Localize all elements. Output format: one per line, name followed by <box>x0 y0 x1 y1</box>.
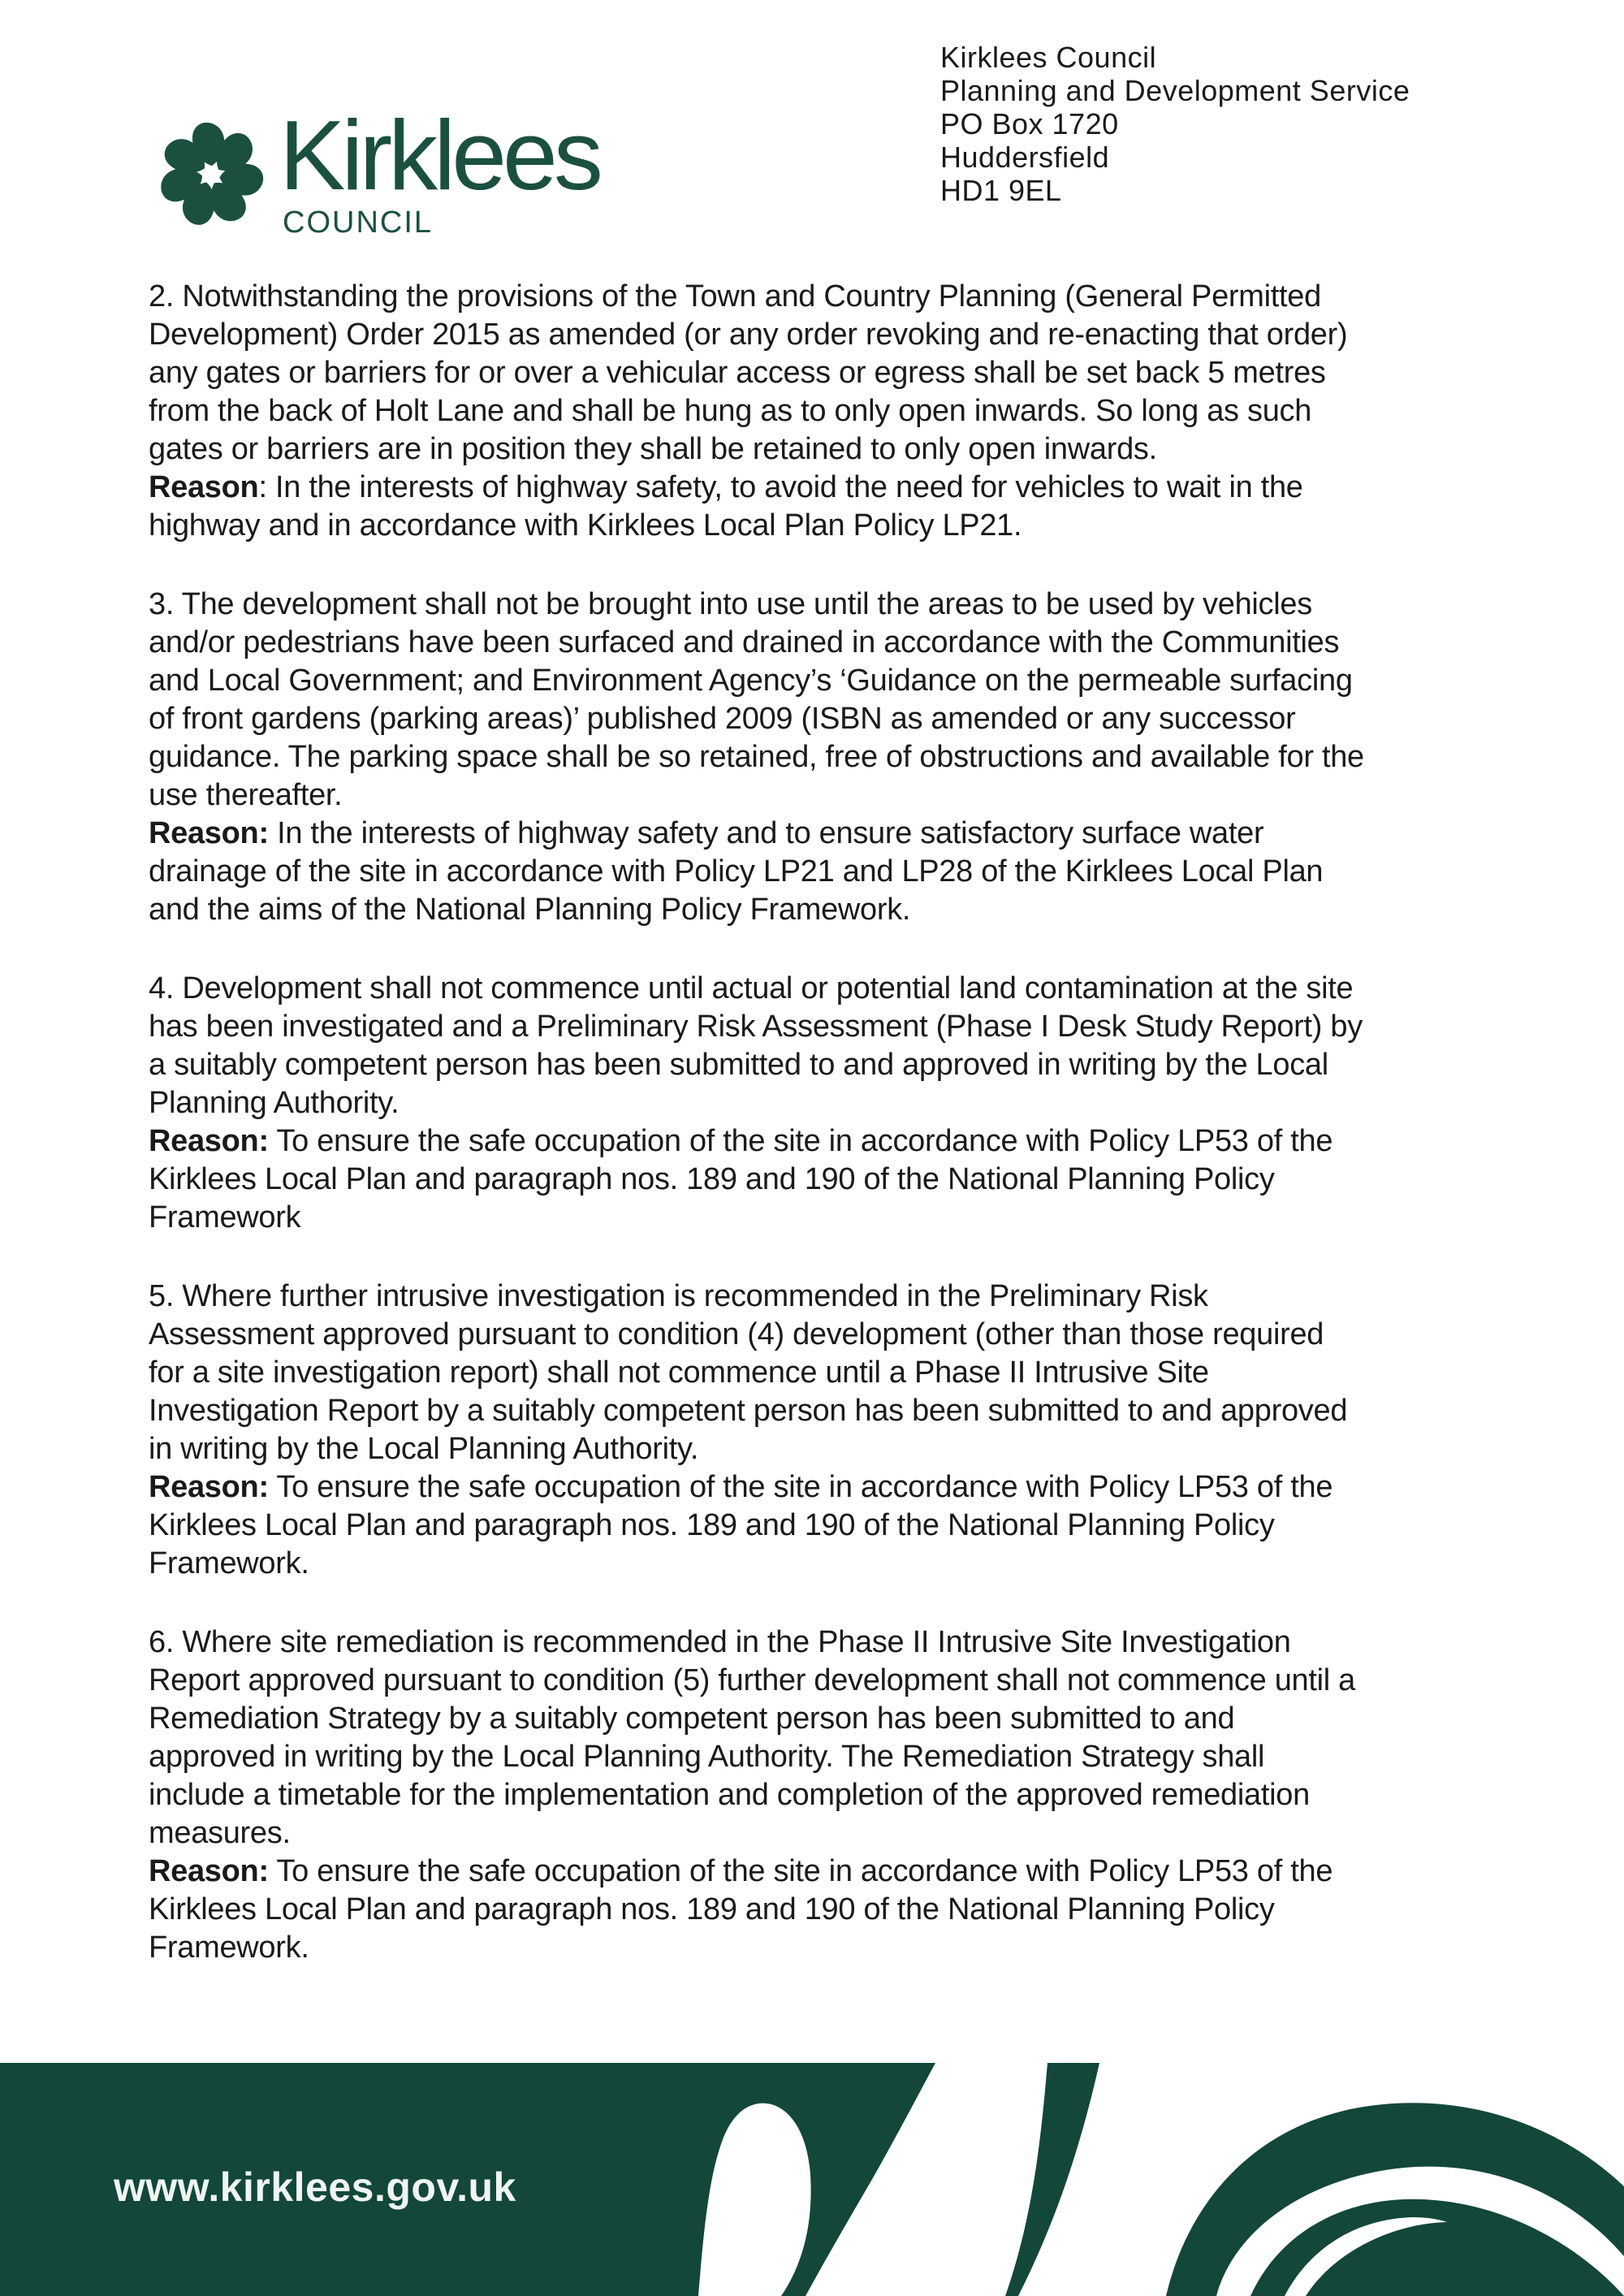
reason-line: Framework <box>149 1200 301 1234</box>
address-line: Huddersfield <box>940 141 1110 174</box>
condition-line: for a site investigation report) shall not commence until a Phase II Intrusive Site <box>149 1356 1209 1390</box>
reason-line: highway and in accordance with Kirklees Local Plan Policy LP21. <box>149 508 1022 543</box>
condition-paragraph <box>149 1624 1513 1967</box>
reason-line: Framework. <box>149 1931 309 1965</box>
reason-label: Reason: <box>149 816 269 850</box>
sender-address <box>940 41 1410 207</box>
condition-line: and Local Government; and Environment Agency’s ‘Guidance on the permeable surfacing <box>149 664 1353 698</box>
condition-line: approved in writing by the Local Planning Authority. The Remediation Strategy shall <box>149 1740 1265 1774</box>
condition-line: of front gardens (parking areas)’ published 2009 (ISBN as amended or any successor <box>149 702 1296 736</box>
condition-line: Investigation Report by a suitably competent person has been submitted to and approved <box>149 1394 1348 1428</box>
kirklees-swirl-icon <box>157 120 266 229</box>
reason-line: Framework. <box>149 1546 309 1580</box>
reason-text: To ensure the safe occupation of the site in accordance with Policy LP53 of the <box>268 1124 1333 1158</box>
reason-line: Kirklees Local Plan and paragraph nos. 189 and 190 of the National Planning Policy <box>149 1162 1275 1196</box>
logo-council-label: COUNCIL <box>283 205 434 240</box>
website-url: www.kirklees.gov.uk <box>114 2164 516 2210</box>
reason-text: In the interests of highway safety and to ensure satisfactory surface water <box>268 816 1264 850</box>
condition-line: has been investigated and a Preliminary Risk Assessment (Phase I Desk Study Report) by <box>149 1010 1363 1044</box>
condition-line: measures. <box>149 1816 291 1850</box>
condition-line: include a timetable for the implementation and completion of the approved remediation <box>149 1778 1310 1812</box>
reason-line <box>149 1122 1513 1161</box>
address-line: Kirklees Council <box>940 41 1157 74</box>
condition-paragraph <box>149 586 1513 929</box>
reason-label: Reason <box>149 470 259 504</box>
condition-line: any gates or barriers for or over a vehicular access or egress shall be set back 5 metres <box>149 356 1326 390</box>
condition-line: and/or pedestrians have been surfaced and drained in accordance with the Communities <box>149 625 1340 659</box>
condition-line: Report approved pursuant to condition (5) further development shall not commence until a <box>149 1663 1356 1697</box>
reason-text: To ensure the safe occupation of the site in accordance with Policy LP53 of the <box>268 1470 1333 1504</box>
reason-label: Reason: <box>149 1124 269 1158</box>
condition-line: 3. The development shall not be brought into use until the areas to be used by vehicles <box>149 587 1312 621</box>
reason-text: : In the interests of highway safety, to avoid the need for vehicles to wait in the <box>258 470 1303 504</box>
condition-line: from the back of Holt Lane and shall be hung as to only open inwards. So long as such <box>149 394 1312 428</box>
condition-paragraph <box>149 970 1513 1237</box>
condition-line: 5. Where further intrusive investigation is recommended in the Preliminary Risk <box>149 1279 1208 1313</box>
reason-line: drainage of the site in accordance with Policy LP21 and LP28 of the Kirklees Local Plan <box>149 854 1324 889</box>
reason-line <box>149 815 1513 853</box>
condition-line: Development) Order 2015 as amended (or any order revoking and re-enacting that order) <box>149 318 1348 352</box>
condition-line: Assessment approved pursuant to condition (4) development (other than those required <box>149 1317 1324 1351</box>
reason-line: Kirklees Local Plan and paragraph nos. 189 and 190 of the National Planning Policy <box>149 1508 1275 1542</box>
address-line: HD1 9EL <box>940 174 1062 207</box>
address-line: PO Box 1720 <box>940 107 1119 141</box>
condition-line: 4. Development shall not commence until actual or potential land contamination at the site <box>149 971 1354 1005</box>
footer-band <box>0 2063 1624 2296</box>
condition-line: gates or barriers are in position they shall be retained to only open inwards. <box>149 432 1157 466</box>
logo-wordmark: Kirklees <box>279 100 599 210</box>
condition-line: in writing by the Local Planning Authority. <box>149 1432 699 1466</box>
condition-line: Remediation Strategy by a suitably competent person has been submitted to and <box>149 1701 1235 1736</box>
condition-line: Planning Authority. <box>149 1086 400 1120</box>
reason-label: Reason: <box>149 1854 269 1888</box>
reason-line: Kirklees Local Plan and paragraph nos. 189 and 190 of the National Planning Policy <box>149 1892 1275 1926</box>
conditions-text <box>149 278 1513 2008</box>
reason-line <box>149 1853 1513 1891</box>
condition-paragraph <box>149 1278 1513 1583</box>
reason-label: Reason: <box>149 1470 269 1504</box>
reason-line: and the aims of the National Planning Policy Framework. <box>149 893 911 927</box>
condition-line: 2. Notwithstanding the provisions of the Town and Country Planning (General Permitted <box>149 279 1321 313</box>
condition-line: 6. Where site remediation is recommended in the Phase II Intrusive Site Investigation <box>149 1625 1291 1659</box>
reason-text: To ensure the safe occupation of the site in accordance with Policy LP53 of the <box>268 1854 1333 1888</box>
reason-line <box>149 1468 1513 1507</box>
condition-line: guidance. The parking space shall be so retained, free of obstructions and available for the <box>149 740 1364 774</box>
reason-line <box>149 469 1513 507</box>
address-line: Planning and Development Service <box>940 74 1410 107</box>
condition-paragraph <box>149 278 1513 545</box>
condition-line: a suitably competent person has been submitted to and approved in writing by the Local <box>149 1048 1328 1082</box>
condition-line: use thereafter. <box>149 778 343 812</box>
